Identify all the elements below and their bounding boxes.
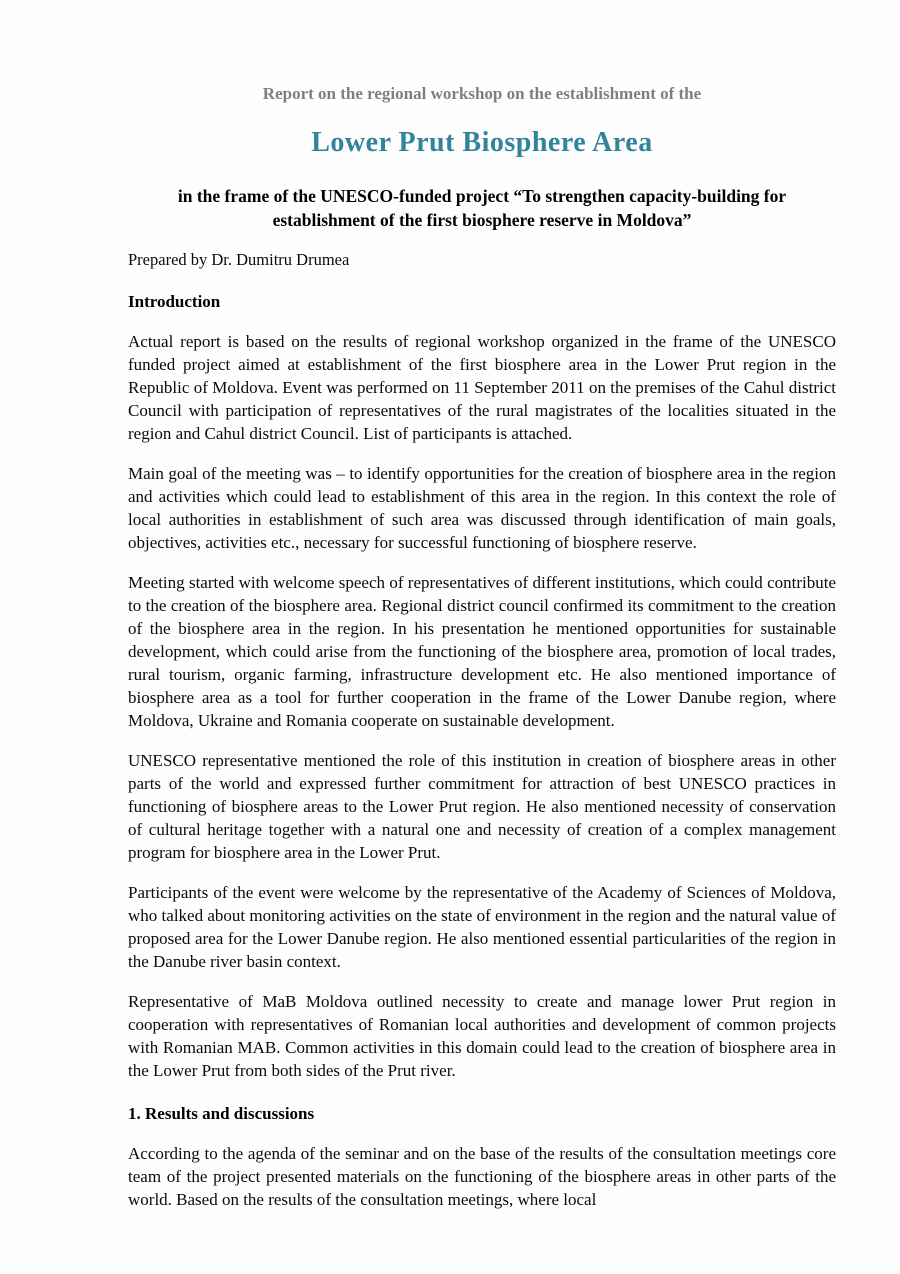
paragraph-results-1: According to the agenda of the seminar and on the base of the results of the consultation meetings core team of the project presented materials on the functioning of the biosphere areas in other parts of the world. Based on the results of the consultation meetings, where local [128, 1144, 836, 1209]
report-header-line: Report on the regional workshop on the establishment of the [262, 84, 702, 103]
prepared-by-line: Prepared by Dr. Dumitru Drumea [128, 250, 350, 269]
paragraph-intro-4: UNESCO representative mentioned the role of this institution in creation of biosphere areas in other parts of the world and expressed further commitment for attraction of best UNESCO practices in functioning of biosphere areas to the Lower Prut region. He also mentioned necessity of conservation of cultural heritage together with a natural one and necessity of creation of a complex management program for biosphere area in the Lower Prut. [128, 751, 836, 862]
paragraph-intro-1: Actual report is based on the results of regional workshop organized in the frame of the UNESCO funded project aimed at establishment of the first biosphere area in the Lower Prut region in the Republic of Moldova. Event was performed on 11 September 2011 on the premises of the Cahul district Council with participation of representatives of the rural magistrates of the localities situated in the region and Cahul district Council. List of participants is attached. [128, 332, 836, 443]
paragraph-intro-6: Representative of MaB Moldova outlined necessity to create and manage lower Prut region in cooperation with representatives of Romanian local authorities and development of common projects with Romanian MAB. Common activities in this domain could lead to the creation of biosphere area in the Lower Prut from both sides of the Prut river. [128, 992, 836, 1080]
document-subtitle: in the frame of the UNESCO-funded project “To strengthen capacity-building for establishment of the first biosphere reserve in Moldova” [177, 186, 787, 230]
section-heading-introduction: Introduction [128, 292, 221, 311]
document-title: Lower Prut Biosphere Area [311, 127, 653, 158]
section-heading-results-and-discussions: 1. Results and discussions [128, 1104, 315, 1123]
paragraph-intro-5: Participants of the event were welcome by the representative of the Academy of Sciences of Moldova, who talked about monitoring activities on the state of environment in the region and the natural value of proposed area for the Lower Danube region. He also mentioned essential particularities of the region in the Danube river basin context. [128, 883, 836, 971]
paragraph-intro-3: Meeting started with welcome speech of representatives of different institutions, which could contribute to the creation of the biosphere area. Regional district council confirmed its commitment to the creation of the biosphere area in the region. In his presentation he mentioned opportunities for sustainable development, which could arise from the functioning of the biosphere area, promotion of local trades, rural tourism, organic farming, infrastructure development etc. He also mentioned importance of biosphere area as a tool for further cooperation in the frame of the Lower Danube region, where Moldova, Ukraine and Romania cooperate on sustainable development. [128, 573, 836, 730]
paragraph-intro-2: Main goal of the meeting was – to identify opportunities for the creation of biosphere area in the region and activities which could lead to establishment of this area in the region. In this context the role of local authorities in establishment of such area was discussed through identification of main goals, objectives, activities etc., necessary for successful functioning of biosphere reserve. [128, 464, 836, 552]
